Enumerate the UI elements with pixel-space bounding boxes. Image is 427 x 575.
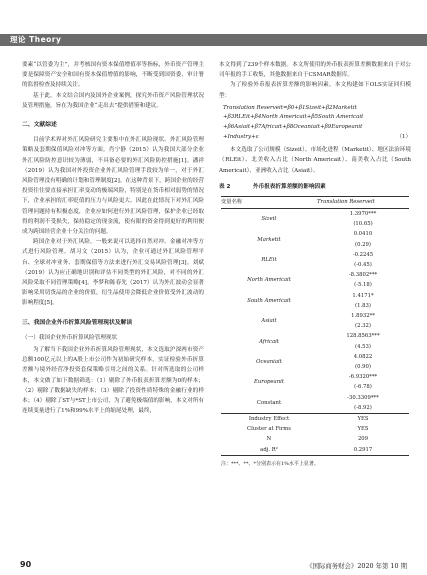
equation-number: （1） <box>396 133 411 140</box>
section-label: 理论 Theory <box>10 35 62 44</box>
table-row <box>221 445 409 456</box>
table-cell-variable: Marketit <box>257 236 281 243</box>
paragraph: 本文得到了239个样本数据。本文所使用的外币报表折算差额数据来自于对公司年报的手工收集，其他数据来自于CSMAR数据库。 <box>219 62 411 79</box>
table-header-variable: 变量名称 <box>221 197 317 209</box>
table-cell-tstat: (-0.45) <box>354 262 372 269</box>
table-row <box>221 372 409 382</box>
page-header <box>0 0 427 46</box>
table-row <box>221 311 409 321</box>
table-cell-value: YES <box>317 414 409 425</box>
paragraph: 跨国企业对于外汇风险，一般来说可以选择自然对冲、金融对冲等方式进行风险管理。胡习文（2015）认为，企业可通过外汇风险管理平台、全球对冲业务、套期保值等方法来进行外汇交易风险管理[3]。刘斌（2019）认为应正确地识别和评估不同类型的外汇风险，对不同的外汇风险采取不同管理策略[4]。李梦和陈春先（2017）认为外汇波动会显著影响采用切货品的企业的价值，衍生品使用会降低企业价值受外汇波动的影响程度[5]。 <box>22 239 204 307</box>
table-cell-coefficient: -6.9320*** <box>348 374 378 381</box>
formula-line: +β3RLEit+β4North Americait+β5South Americait <box>223 114 364 121</box>
paragraph: 目前学术界对外汇风险研究主要集中在外汇风险现状、外汇风险管理策略及套期保值风险对冲等方面。肖宁静（2015）认为我国大部分企业外汇风险防控意识较为薄弱，不具备必要的外汇风险防控措施[1]。潘祥（2019）认为我国对外投资企业外汇风险管理手段较为单一，对于外汇风险管理没有明确的计划和管理制度[2]。在这种背景下，跨国企业的经营投资往往要直接承担汇率变动的极端风险，特别是在货币相对弱势的情况下，企业承担的汇率贬值的压力与风险更大。因此在此情况下对外汇风险管理问题持有积极态度，企业应如何进行外汇风险管理，保护企业已经取得的利润不受损失，保持稳定的现金流，使有限的资金得到更好的利用便成为跨国经营企业十分关注的问题。 <box>22 137 204 236</box>
table-row <box>221 229 409 239</box>
table-row <box>221 209 409 220</box>
table-cell-variable: Sizeit <box>261 216 277 223</box>
table-cell-label: N <box>266 436 272 443</box>
section-heading: 二、文献综述 <box>22 122 57 129</box>
table-cell-tstat: (2.32) <box>355 323 371 330</box>
table-cell-tstat: (0.90) <box>355 364 371 371</box>
table-row <box>221 393 409 403</box>
table-row <box>221 414 409 425</box>
table-cell-coefficient: 128.8563*** <box>346 333 380 340</box>
table-cell-tstat: (0.29) <box>355 241 371 248</box>
paragraph: 要素“以管委为主”，并考核国有资本保值增值率等指标，外币资产管理主要是保障资产安全和国有资本保值增值的影响，不断受到国资委、审计署的监督检查及持续关注。 <box>22 62 204 89</box>
formula-line: Translation Reserveit=β0+β1Sizeit+β2Marketit <box>223 104 357 111</box>
table-cell-value: 209 <box>357 436 369 443</box>
table-cell-coefficient: -0.2245 <box>352 251 374 258</box>
table-cell-coefficient: 1.4171* <box>352 292 374 299</box>
table-cell-coefficient: -8.3802*** <box>348 272 378 279</box>
page-footer <box>0 560 427 575</box>
table-cell-variable: Oceaniait <box>256 358 282 365</box>
table-cell-coefficient: -30.3309*** <box>347 394 379 401</box>
table-caption <box>219 182 411 192</box>
paragraph: 基于此，本文结合国内及国外企业案例，探究外币资产风险管理状况及管理措施，旨在为我国企业“走出去”提供借鉴和建议。 <box>22 92 204 109</box>
table-cell-tstat: (1.83) <box>355 302 371 309</box>
paragraph: 为了解当下我国企业外币折算风险管理现状，本文选取沪深两市资产总额100亿元以上的A股上市公司作为初始研究样本，实证检验外币折算差额与境外经营净投资套保策略引用之间的关系。针对所选取的公司样本，本文做了如下数据筛选：（1）剔除了外币报表折算差额为0的样本；（2）剔除了数据缺失的样本；（3）剔除了投资性质特殊的金融行业的样本；（4）剔除了ST与*ST上市公司，为了避免极端值的影响，本文对所有连续变量进行了1%和99%水平上的缩尾处理，最终， <box>22 347 204 415</box>
paragraph: 为了检验外币报表折算差额的影响因素，本文构建如下OLS实证回归模型： <box>219 82 411 99</box>
table-cell-variable: Asiait <box>261 318 277 325</box>
table-row <box>221 270 409 280</box>
table-row <box>221 250 409 260</box>
table-cell-tstat: (-6.78) <box>354 384 372 391</box>
table-row <box>221 424 409 434</box>
table-header-dependent: Translation Reserveit <box>317 197 409 209</box>
regression-formula <box>223 104 411 142</box>
table-cell-variable: North Americait <box>247 277 291 284</box>
table-cell-coefficient: 0.0410 <box>353 231 373 238</box>
table-cell-tstat: (4.53) <box>355 343 371 350</box>
table-cell-variable: RLEit <box>261 256 277 263</box>
table-row <box>221 291 409 301</box>
table-cell-tstat: (-5.18) <box>354 282 372 289</box>
table-title: 外币报表折算差额的影响因素 <box>253 183 326 190</box>
table-cell-tstat: (-8.92) <box>354 404 372 411</box>
table-cell-label: Industry Effect <box>221 414 317 425</box>
table-cell-coefficient: 1.8932** <box>351 313 375 320</box>
table-cell-value: 0.2917 <box>317 445 409 456</box>
table-note: 注：***、**、*分别表示在1%水平上显著。 <box>221 460 319 467</box>
paragraph: 本文选取了公司规模（Sizeit）、市场化进程（Marketit）、地区法治环境（RLEit）、北美收入占比（North Americait）、南美收入占比（South Americait）、亚洲收入占比（Asiait）、 <box>219 147 411 174</box>
table-number: 表 2 <box>219 183 231 190</box>
table-cell-variable: Europeanit <box>254 379 284 386</box>
right-column <box>219 60 411 469</box>
table-cell-label: Cluster at Firms <box>247 426 291 433</box>
table-cell-tstat: (10.65) <box>353 221 373 228</box>
journal-name: 《国际商务财会》2020 年第 10 期 <box>306 562 407 570</box>
table-row <box>221 434 409 444</box>
formula-line: +β6Asiait+β7Africait+β8Oceaniait+β9Europeanit <box>223 124 363 130</box>
left-column <box>22 60 204 417</box>
page-number: 90 <box>20 560 32 569</box>
table-cell-value: YES <box>357 426 369 433</box>
table-cell-coefficient: 1.3970*** <box>349 211 377 217</box>
table-cell-variable: Africait <box>259 338 279 345</box>
table-cell-variable: South Americait <box>247 297 291 304</box>
regression-table <box>221 196 409 456</box>
section-heading: 三、我国企业外币折算风险管理现状及解读 <box>22 319 133 326</box>
subsection-heading: （一）我国企业外币折算风险管理现状 <box>22 334 118 341</box>
formula-line <box>223 133 411 143</box>
table-cell-label: adj. R² <box>221 445 317 456</box>
table-cell-variable: Constant <box>256 399 282 406</box>
header-band <box>0 34 427 46</box>
table-cell-coefficient: 4.0822 <box>353 353 373 360</box>
table-row <box>221 352 409 362</box>
table-row <box>221 331 409 341</box>
formula-text: +Industry+ε <box>223 133 259 140</box>
